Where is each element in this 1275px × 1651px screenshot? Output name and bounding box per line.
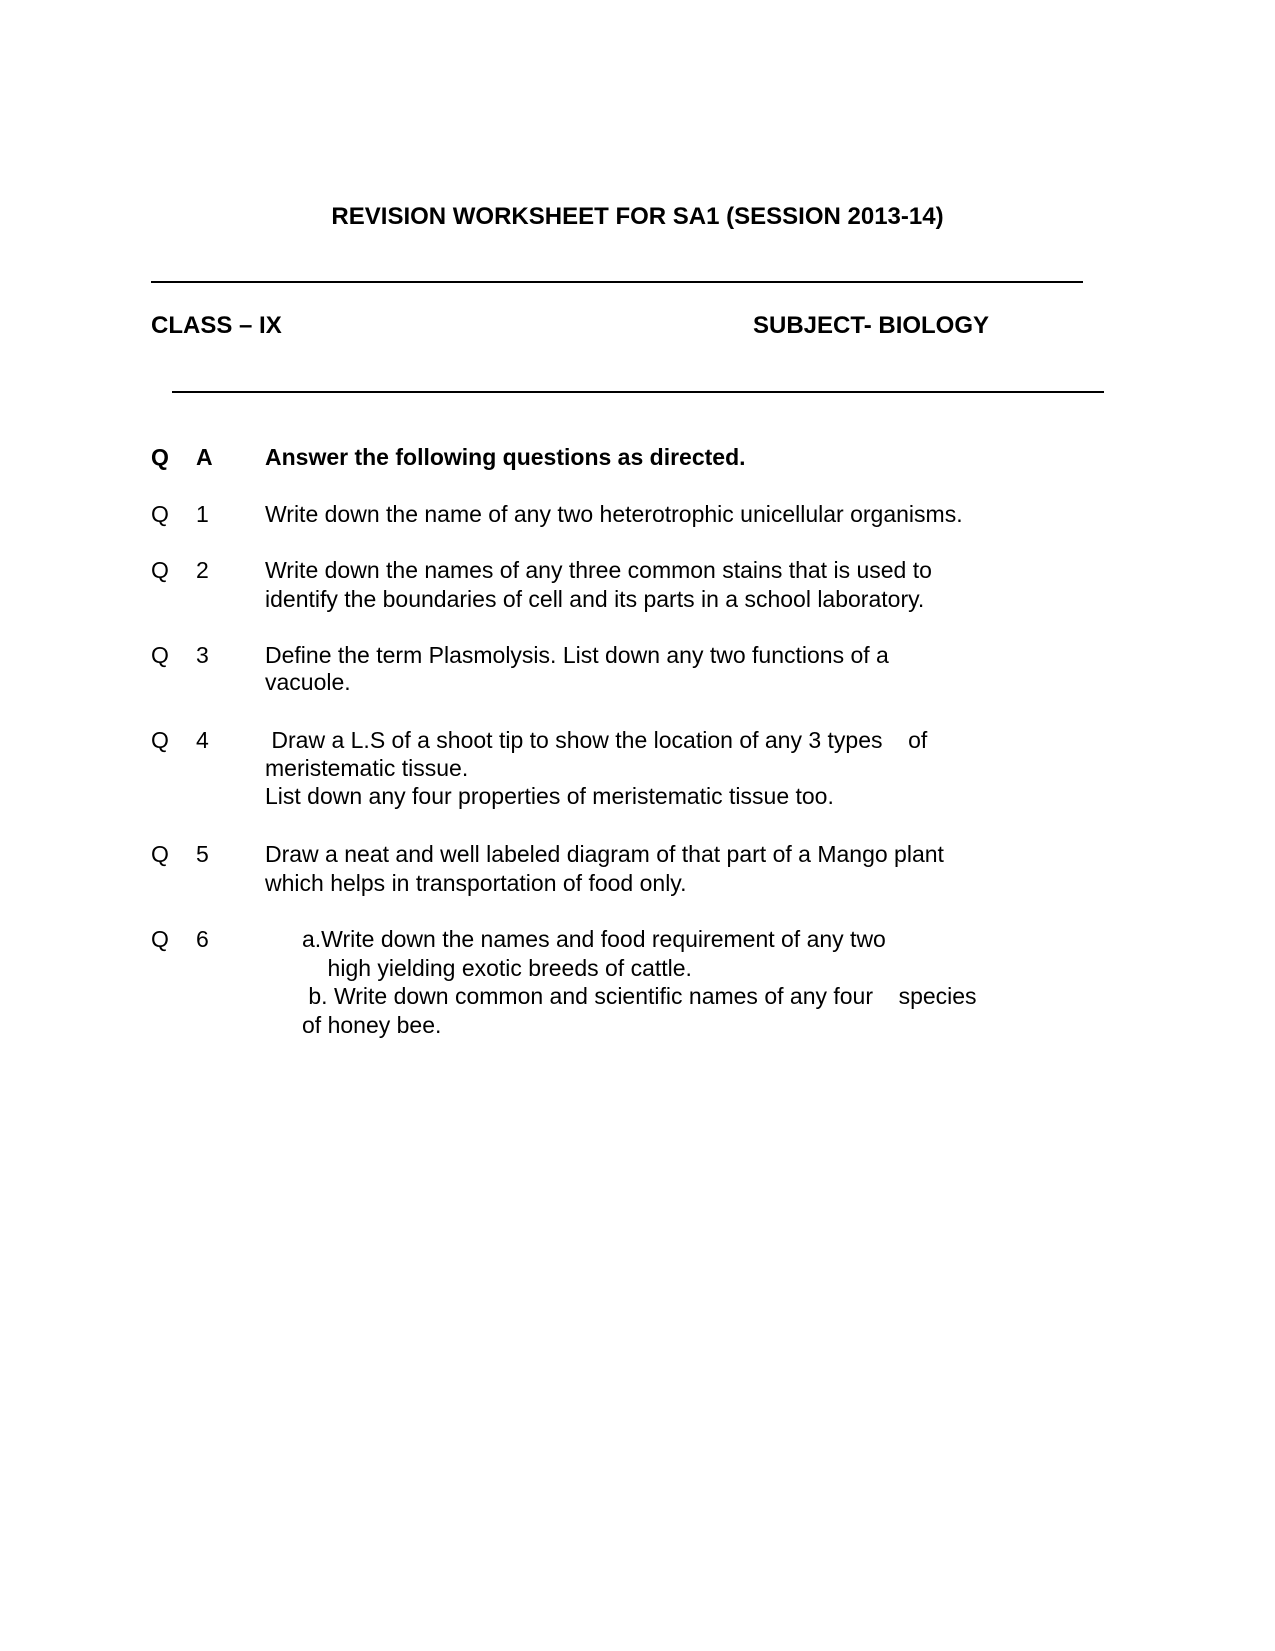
question-prefix: Q [151, 841, 169, 867]
question-text-line-3: b. Write down common and scientific names of any four species [302, 983, 977, 1009]
question-number: 5 [196, 841, 209, 867]
top-divider [151, 281, 1083, 283]
question-text-line-2: vacuole. [265, 669, 351, 695]
question-text-line-1: Draw a neat and well labeled diagram of that part of a Mango plant [265, 841, 944, 867]
question-prefix: Q [151, 557, 169, 583]
question-number: 2 [196, 557, 209, 583]
section-instruction: Answer the following questions as directed. [265, 444, 746, 470]
class-label: CLASS – IX [151, 312, 282, 339]
question-text-line-2: identify the boundaries of cell and its parts in a school laboratory. [265, 586, 925, 612]
question-text-line-1: Draw a L.S of a shoot tip to show the location of any 3 types of [265, 727, 928, 753]
question-prefix: Q [151, 501, 169, 527]
worksheet-title: REVISION WORKSHEET FOR SA1 (SESSION 2013-14) [331, 203, 944, 230]
question-text-line-4: of honey bee. [302, 1012, 442, 1038]
section-prefix: Q [151, 444, 169, 470]
question-number: 3 [196, 642, 209, 668]
question-number: 4 [196, 727, 209, 753]
question-text-line-1: Write down the names of any three common stains that is used to [265, 557, 932, 583]
question-prefix: Q [151, 727, 169, 753]
subject-label: SUBJECT- BIOLOGY [753, 312, 990, 339]
question-text-line-1: a.Write down the names and food requirement of any two [302, 926, 886, 952]
question-text-line-1: Define the term Plasmolysis. List down any two functions of a [265, 642, 889, 668]
question-text-line-2: which helps in transportation of food only. [265, 870, 687, 896]
second-divider [172, 391, 1104, 393]
question-number: 6 [196, 926, 209, 952]
question-text-line-3: List down any four properties of meristematic tissue too. [265, 783, 834, 809]
question-text-line-2: high yielding exotic breeds of cattle. [302, 955, 692, 981]
question-prefix: Q [151, 926, 169, 952]
question-text: Write down the name of any two heterotrophic unicellular organisms. [265, 501, 963, 527]
question-prefix: Q [151, 642, 169, 668]
question-number: 1 [196, 501, 209, 527]
question-text-line-2: meristematic tissue. [265, 755, 469, 781]
section-label: A [196, 444, 213, 470]
